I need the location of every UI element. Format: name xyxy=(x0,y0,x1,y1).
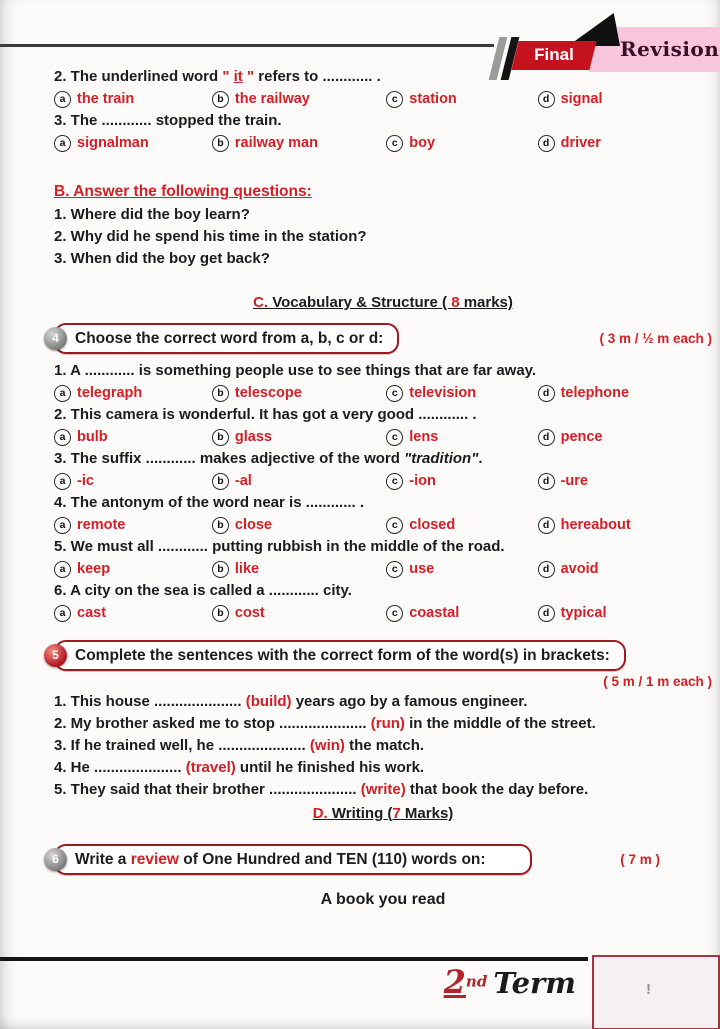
options-row xyxy=(54,602,712,624)
task6-box xyxy=(54,844,532,875)
text-segment: until he finished his work. xyxy=(235,759,425,776)
option-letter-circle: d xyxy=(538,561,555,578)
text-segment: marks) xyxy=(459,294,513,311)
text-segment: 1. This house ..................... xyxy=(54,693,246,710)
mcq-option xyxy=(538,91,712,108)
exam-content xyxy=(54,66,712,909)
option-text: telescope xyxy=(234,385,302,401)
text-segment: of One Hundred and TEN (110) words on: xyxy=(178,850,486,868)
option-letter-circle: c xyxy=(386,91,403,108)
task5-number-badge: 5 xyxy=(44,644,67,667)
option-letter-circle: a xyxy=(54,517,71,534)
option-letter-circle: a xyxy=(54,605,71,622)
option-text: -ic xyxy=(77,473,94,489)
section-c-heading xyxy=(54,294,712,311)
reading-mcq-section xyxy=(54,66,712,154)
option-text: close xyxy=(234,517,272,533)
task6-title xyxy=(75,851,486,869)
option-text: signal xyxy=(560,91,603,107)
section-b-title: B. Answer the following questions: xyxy=(54,183,312,200)
option-letter-circle: d xyxy=(538,91,555,108)
option-text: pence xyxy=(560,429,603,445)
mcq-option xyxy=(538,385,712,402)
text-segment: (build) xyxy=(245,693,292,710)
text-segment: the match. xyxy=(344,737,425,754)
section-b-questions xyxy=(54,204,712,270)
task4-marks: ( 3 m / ½ m each ) xyxy=(599,331,712,346)
option-text: avoid xyxy=(560,561,599,577)
option-letter-circle: d xyxy=(538,385,555,402)
text-segment: 4. He ..................... xyxy=(54,759,186,776)
mcq-option xyxy=(386,605,537,622)
text-segment: refers to ............ . xyxy=(258,68,381,85)
text-segment: Marks) xyxy=(400,805,454,822)
text-segment: (win) xyxy=(309,737,345,754)
options-row xyxy=(54,426,712,448)
text-segment: Writing ( xyxy=(327,805,393,822)
option-text: -ure xyxy=(560,473,588,489)
option-text: like xyxy=(234,561,260,577)
option-letter-circle: c xyxy=(386,429,403,446)
option-letter-circle: d xyxy=(538,473,555,490)
task5-items xyxy=(54,691,712,801)
question-stem xyxy=(54,448,712,470)
mcq-option xyxy=(386,473,537,490)
option-text: lens xyxy=(409,429,439,445)
text-segment: " xyxy=(242,68,259,85)
text-segment: 2. The underlined word xyxy=(54,68,223,85)
option-letter-circle: a xyxy=(54,473,71,490)
mcq-option xyxy=(386,429,537,446)
mcq-option xyxy=(538,517,712,534)
option-text: telegraph xyxy=(77,385,143,401)
option-letter-circle: c xyxy=(386,605,403,622)
completion-sentence xyxy=(54,757,712,779)
mcq-option xyxy=(386,385,537,402)
text-segment: 1. A ............ is something people use to see things that are far away. xyxy=(54,362,537,379)
task5-header-row xyxy=(54,640,712,671)
text-segment: 3. The ............ stopped the train. xyxy=(54,112,282,129)
term-ordinal: nd xyxy=(465,972,488,991)
option-letter-circle: c xyxy=(386,473,403,490)
mcq-option xyxy=(212,135,386,152)
short-answer-question: 1. Where did the boy learn? xyxy=(54,206,250,223)
text-segment: 7 xyxy=(392,805,401,822)
mcq-option xyxy=(212,385,386,402)
section-b xyxy=(54,180,712,270)
option-text: railway man xyxy=(234,135,318,151)
question-stem xyxy=(54,536,712,558)
text-segment: years ago by a famous engineer. xyxy=(291,693,528,710)
completion-sentence xyxy=(54,691,712,713)
text-segment: " xyxy=(222,68,234,85)
option-text: remote xyxy=(77,517,126,533)
option-letter-circle: d xyxy=(538,605,555,622)
task6-number-badge: 6 xyxy=(44,848,67,871)
task4-box xyxy=(54,323,399,354)
task5-marks-line xyxy=(54,673,712,691)
text-segment: 2. My brother asked me to stop ..................... xyxy=(54,715,371,732)
writing-topic: A book you read xyxy=(320,891,446,908)
mcq-option xyxy=(386,561,537,578)
option-letter-circle: c xyxy=(386,561,403,578)
option-letter-circle: a xyxy=(54,91,71,108)
option-text: keep xyxy=(77,561,111,577)
text-segment: (run) xyxy=(370,715,405,732)
mcq-option xyxy=(54,517,212,534)
text-segment: 6. A city on the sea is called a ............ city. xyxy=(54,582,352,599)
option-text: use xyxy=(409,561,435,577)
options-row xyxy=(54,132,712,154)
mcq-option xyxy=(54,605,212,622)
option-letter-circle: c xyxy=(386,385,403,402)
option-text: glass xyxy=(234,429,272,445)
section-d-heading xyxy=(54,805,712,822)
term-label xyxy=(420,963,576,1001)
options-row xyxy=(54,470,712,492)
task6-header-row xyxy=(54,844,712,875)
option-letter-circle: b xyxy=(212,517,229,534)
option-letter-circle: b xyxy=(212,473,229,490)
text-segment: . xyxy=(478,450,483,467)
option-letter-circle: b xyxy=(212,385,229,402)
option-letter-circle: a xyxy=(54,385,71,402)
question-stem xyxy=(54,66,712,88)
mcq-option xyxy=(386,91,537,108)
mcq-option xyxy=(212,91,386,108)
mcq-option xyxy=(386,135,537,152)
option-text: closed xyxy=(409,517,456,533)
task5-box xyxy=(54,640,626,671)
option-letter-circle: b xyxy=(212,561,229,578)
option-text: cost xyxy=(234,605,265,621)
options-row xyxy=(54,514,712,536)
text-segment: 5. They said that their brother ..................... xyxy=(54,781,361,798)
option-text: typical xyxy=(560,605,607,621)
option-text: -al xyxy=(234,473,252,489)
mcq-option xyxy=(54,91,212,108)
question-stem xyxy=(54,110,712,132)
mcq-option xyxy=(538,135,712,152)
text-segment: 5. We must all ............ putting rubbish in the middle of the road. xyxy=(54,538,505,555)
mcq-option xyxy=(538,605,712,622)
text-segment: that book the day before. xyxy=(405,781,589,798)
option-letter-circle: b xyxy=(212,91,229,108)
completion-sentence xyxy=(54,713,712,735)
option-letter-circle: d xyxy=(538,429,555,446)
text-segment: it xyxy=(233,68,243,85)
completion-sentence xyxy=(54,735,712,757)
task4-header-row xyxy=(54,323,712,354)
text-segment: review xyxy=(130,850,179,868)
options-row xyxy=(54,88,712,110)
option-text: station xyxy=(409,91,457,107)
text-segment: D. xyxy=(312,805,328,822)
mcq-option xyxy=(386,517,537,534)
text-segment: 2. This camera is wonderful. It has got a very good ............ . xyxy=(54,406,477,423)
term-number: 2 xyxy=(443,963,466,1001)
short-answer-question: 3. When did the boy get back? xyxy=(54,250,270,267)
text-segment: Vocabulary & Structure ( xyxy=(268,294,452,311)
option-text: the railway xyxy=(234,91,310,107)
option-letter-circle: b xyxy=(212,605,229,622)
task6-marks: ( 7 m ) xyxy=(620,852,660,867)
option-text: telephone xyxy=(560,385,630,401)
option-letter-circle: b xyxy=(212,135,229,152)
task4-number-badge: 4 xyxy=(44,327,67,350)
mcq-option xyxy=(538,473,712,490)
mcq-option xyxy=(212,429,386,446)
option-text: coastal xyxy=(409,605,460,621)
revision-label: Revision xyxy=(620,37,720,61)
mcq-option xyxy=(54,385,212,402)
option-text: cast xyxy=(77,605,107,621)
option-letter-circle: d xyxy=(538,517,555,534)
task5-marks: ( 5 m / 1 m each ) xyxy=(603,674,712,689)
mcq-option xyxy=(538,429,712,446)
text-segment: 3. If he trained well, he ..................... xyxy=(54,737,310,754)
mcq-option xyxy=(212,561,386,578)
mcq-option xyxy=(54,473,212,490)
option-letter-circle: c xyxy=(386,135,403,152)
mcq-option xyxy=(212,517,386,534)
text-segment: 8 xyxy=(451,294,460,311)
term-word: Term xyxy=(493,966,576,1000)
question-stem xyxy=(54,580,712,602)
task4-title: Choose the correct word from a, b, c or d: xyxy=(75,329,384,347)
faint-page-mark: ! xyxy=(646,981,651,998)
question-stem xyxy=(54,360,712,382)
option-text: television xyxy=(409,385,477,401)
option-letter-circle: a xyxy=(54,561,71,578)
option-text: hereabout xyxy=(560,517,631,533)
completion-sentence xyxy=(54,779,712,801)
question-stem xyxy=(54,492,712,514)
question-stem xyxy=(54,404,712,426)
option-text: bulb xyxy=(77,429,108,445)
option-text: signalman xyxy=(77,135,149,151)
mcq-option xyxy=(54,561,212,578)
text-segment: 4. The antonym of the word near is ............ . xyxy=(54,494,365,511)
mcq-option xyxy=(54,135,212,152)
options-row xyxy=(54,558,712,580)
short-answer-question: 2. Why did he spend his time in the station? xyxy=(54,228,367,245)
text-segment: (travel) xyxy=(185,759,236,776)
task5-title: Complete the sentences with the correct form of the word(s) in brackets: xyxy=(75,646,610,664)
option-letter-circle: d xyxy=(538,135,555,152)
mcq-option xyxy=(212,605,386,622)
text-segment: (write) xyxy=(360,781,406,798)
task4-questions xyxy=(54,360,712,624)
mcq-option xyxy=(538,561,712,578)
option-letter-circle: b xyxy=(212,429,229,446)
text-segment: 3. The suffix ............ makes adjective of the word xyxy=(54,450,405,467)
footer-rule xyxy=(0,957,588,961)
option-letter-circle: a xyxy=(54,135,71,152)
option-text: boy xyxy=(409,135,436,151)
page-number-box xyxy=(592,955,720,1029)
option-text: driver xyxy=(560,135,601,151)
mcq-option xyxy=(54,429,212,446)
option-text: -ion xyxy=(409,473,436,489)
text-segment: "tradition" xyxy=(404,450,479,467)
option-letter-circle: a xyxy=(54,429,71,446)
option-letter-circle: c xyxy=(386,517,403,534)
final-label: Final xyxy=(534,45,574,64)
option-text: the train xyxy=(77,91,135,107)
text-segment: Write a xyxy=(75,850,131,868)
text-segment: in the middle of the street. xyxy=(404,715,596,732)
mcq-option xyxy=(212,473,386,490)
text-segment: C. xyxy=(253,294,269,311)
options-row xyxy=(54,382,712,404)
